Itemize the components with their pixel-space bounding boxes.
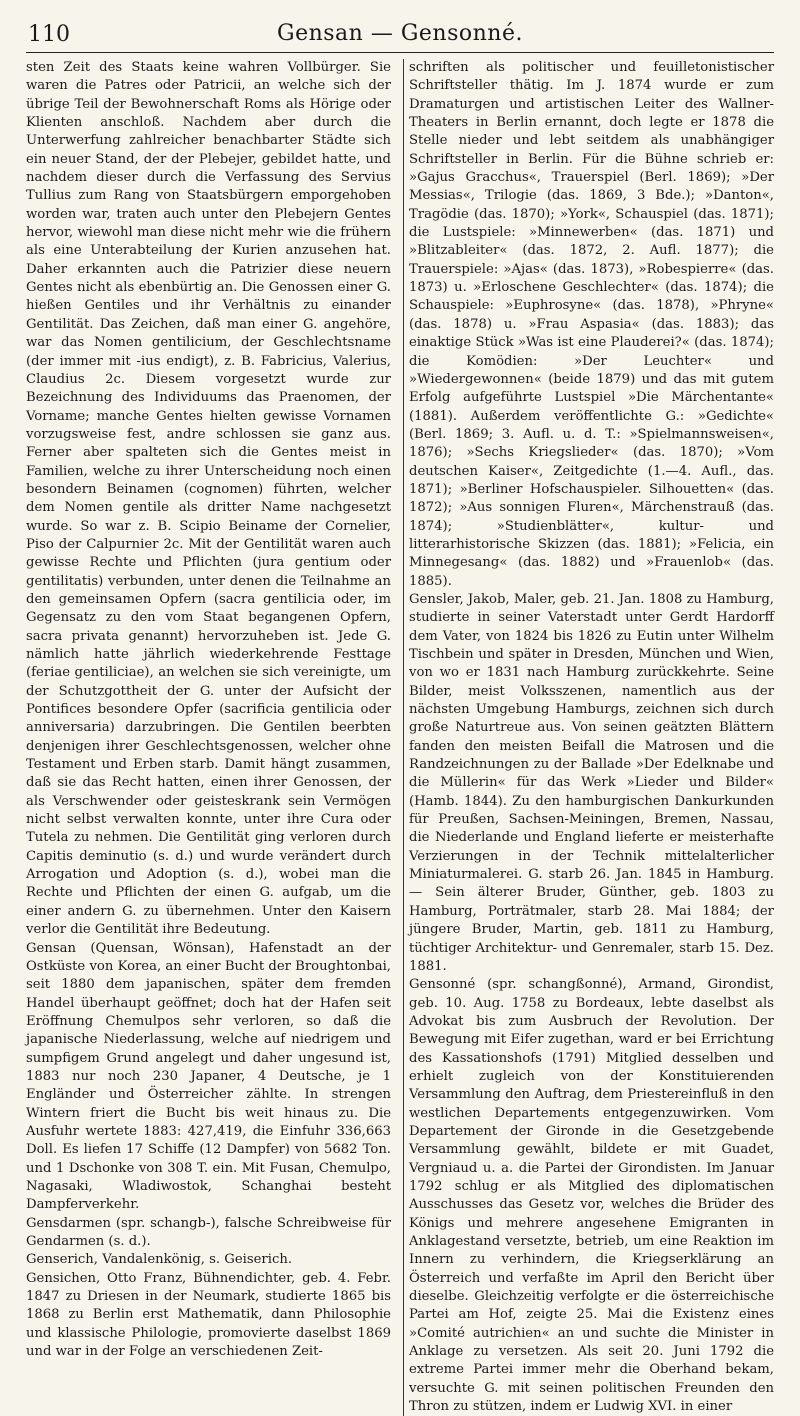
entry-gensler: Gensler, Jakob, Maler, geb. 21. Jan. 1808 zu Hamburg, studierte in seiner Vaterstadt unter Gerdt Hardorff dem Vater, von 1824 bis 1826 zu Eutin unter Wilhelm Tischbein und später in Dresden, München und Wien, von wo er 1831 nach Hamburg zurückkehrte. Seine Bilder, meist Volksszenen, namentlich aus der nächsten Umgebung Hamburgs, zeichnen sich durch große Naturtreue aus. Von seinen geätzten Blättern fanden den meisten Beifall die Matrosen und die Randzeichnungen zu der Ballade »Der Edelknabe und die Müllerin« für das Werk »Lieder und Bilder« (Hamb. 1844). Zu den hamburgischen Dankurkunden für Preußen, Sachsen-Meiningen, Bremen, Nassau, die Niederlande und England lieferte er meisterhafte Verzierungen in der Technik mittelalterlicher Miniaturmalerei. G. starb 26. Jan. 1845 in Hamburg. — Sein älterer Bruder, Günther, geb. 1803 zu Hamburg, Porträtmaler, starb 28. Mai 1884; der jüngere Bruder, Martin, geb. 1811 zu Hamburg, tüchtiger Architektur- und Genremaler, starb 15. Dez. 1881. xyxy=(409,591,774,974)
column-divider xyxy=(403,59,404,1416)
left-column xyxy=(26,59,400,1416)
entry-genserich: Genserich, Vandalenkönig, s. Geiserich. xyxy=(26,1252,293,1268)
entry-gensichen: Gensichen, Otto Franz, Bühnendichter, geb. 4. Febr. 1847 zu Driesen in der Neumark, studierte 1865 bis 1868 zu Berlin erst Mathematik, dann Philosophie und klassische Philologie, promovierte daselbst 1869 und war in der Folge an verschiedenen Zeit- xyxy=(26,1270,391,1360)
entry-gensan: Gensan (Quensan, Wönsan), Hafenstadt an der Ostküste von Korea, an einer Bucht der Broughtonbai, seit 1880 dem japanischen, später dem fremden Handel überhaupt geöffnet; doch hat der Hafen seit Eröffnung Chemulpos sehr verloren, so daß die japanische Niederlassung, welche auf niedrigem und sumpfigem Grund angelegt und daher ungesund ist, 1883 nur noch 230 Japaner, 4 Deutsche, je 1 Engländer und Österreicher zählte. In strengen Wintern friert die Bucht bis weit hinaus zu. Die Ausfuhr wertete 1883: 427,419, die Einfuhr 336,663 Doll. Es liefen 17 Schiffe (12 Dampfer) von 5682 Ton. und 1 Dschonke von 308 T. ein. Mit Fusan, Chemulpo, Nagasaki, Wladiwostok, Schanghai besteht Dampferverkehr. xyxy=(26,940,391,1213)
entry-gensdarmen: Gensdarmen (spr. schangb-), falsche Schreibweise für Gendarmen (s. d.). xyxy=(26,1215,391,1249)
running-head: Gensan — Gensonné. xyxy=(277,21,523,46)
entry-gensonne: Gensonné (spr. schangßonné), Armand, Girondist, geb. 10. Aug. 1758 zu Bordeaux, lebte daselbst als Advokat bis zum Ausbruch der Revolution. Der Bewegung mit Eifer zugethan, ward er bei Errichtung des Kassationshofs (1791) Mitglied desselben und erhielt zugleich von der Konstituierenden Versammlung den Auftrag, dem Priestereinfluß in den westlichen Departements entgegenzuwirken. Vom Departement der Gironde in die Gesetzgebende Versammlung gewählt, bildete er mit Guadet, Vergniaud u. a. die Partei der Girondisten. Im Januar 1792 schlug er als Mitglied des diplomatischen Ausschusses das Gesetz vor, welches die Brüder des Königs und mehrere angesehene Emigranten in Anklagestand versetzte, betrieb, um eine Reaktion im Innern zu verhindern, die Kriegserklärung an Österreich und verfaßte im April den Bericht über dieselbe. Gleichzeitig verfolgte er die österreichische Partei am Hof, zeigte 25. Mai die Existenz eines »Comité autrichien« an und suchte die Minister in Anklage zu versetzen. Als seit 20. Juni 1792 die extreme Partei immer mehr die Oberhand bekam, versuchte G. mit seinen politischen Freunden den Thron zu stützen, indem er Ludwig XVI. in einer xyxy=(409,977,774,1415)
paragraph-gensichen-cont: schriften als politischer und feuilletonistischer Schriftsteller thätig. Im J. 1874 wurde er zum Dramaturgen und artistischen Leiter des Wallner-Theaters in Berlin ernannt, doch legte er 1878 die Stelle nieder und lebt seitdem als unabhängiger Schriftsteller in Berlin. Für die Bühne schrieb er: »Gajus Gracchus«, Trauerspiel (Berl. 1869); »Der Messias«, Trilogie (das. 1869, 3 Bde.); »Danton«, Tragödie (das. 1870); »York«, Schauspiel (das. 1871); die Lustspiele: »Minnewerben« (das. 1871) und »Blitzableiter« (das. 1872, 2. Aufl. 1877); die Trauerspiele: »Ajas« (das. 1873), »Robespierre« (das. 1873) u. »Erloschene Geschlechter« (das. 1874); die Schauspiele: »Euphrosyne« (das. 1878), »Phryne« (das. 1878) u. »Frau Aspasia« (das. 1883); das einaktige Stück »Was ist eine Plauderei?« (das. 1874); die Komödien: »Der Leuchter« und »Wiedergewonnen« (beide 1879) und das mit gutem Erfolg aufgeführte Lustspiel »Die Märchentante« (1881). Außerdem veröffentlichte G.: »Gedichte« (Berl. 1869; 3. Aufl. u. d. T.: »Spielmannsweisen«, 1876); »Sechs Kriegslieder« (das. 1870); »Vom deutschen Kaiser«, Zeitgedichte (1.—4. Aufl., das. 1871); »Berliner Hofschauspieler. Silhouetten« (das. 1872); »Aus sonnigen Fluren«, Märchenstrauß (das. 1874); »Studienblätter«, kultur- und litterarhistorische Skizzen (das. 1881); »Felicia, ein Minnegesang« (das. 1882) und »Frauenlob« (das. 1885). xyxy=(409,60,774,589)
page-header xyxy=(26,18,774,53)
paragraph-gentes: sten Zeit des Staats keine wahren Vollbürger. Sie waren die Patres oder Patricii, an welche sich der übrige Teil der Bewohnerschaft Roms als Hörige oder Klienten anschloß. Nachdem aber durch die Unterwerfung zahlreicher benachbarter Städte sich ein neuer Stand, der der Plebejer, gebildet hatte, und nachdem dieser durch die Verfassung des Servius Tullius zum Rang von Staatsbürgern emporgehoben worden war, traten auch unter den Plebejern Gentes hervor, wiewohl man diese nicht mehr wie die frühern als eine Unterabteilung der Kurien anzusehen hat. Daher erkannten auch die Patrizier diese neuern Gentes nicht als ebenbürtig an. Die Genossen einer G. hießen Gentiles und ihr Verhältnis zu einander Gentilität. Das Zeichen, daß man einer G. angehöre, war das Nomen gentilicium, der Geschlechtsname (der immer mit -ius endigt), z. B. Fabricius, Valerius, Claudius 2c. Diesem vorgesetzt wurde zur Bezeichnung des Individuums das Praenomen, der Vorname; manche Gentes hielten gewisse Vornamen vorzugsweise fest, andre schlossen sie ganz aus. Ferner aber spalteten sich die Gentes meist in Familien, welche zu ihrer Unterscheidung noch einen besondern Beinamen (cognomen) führten, welcher dem Nomen gentile als dritter Name nachgesetzt wurde. So war z. B. Scipio Beiname der Cornelier, Piso der Calpurnier 2c. Mit der Gentilität waren auch gewisse Rechte und Pflichten (jura gentium oder gentilitatis) verbunden, unter denen die Teilnahme an den gemeinsamen Opfern (sacra gentilicia oder, im Gegensatz zu den vom Staat begangenen Opfern, sacra privata genannt) hervorzuheben ist. Jede G. nämlich hatte jährlich wiederkehrende Festtage (feriae gentiliciae), an welchen sie sich vereinigte, um der Schutzgottheit der G. unter der Aufsicht der Pontifices besondere Opfer (sacrificia gentilicia oder anniversaria) darzubringen. Die Gentilen beerbten denjenigen ihrer Geschlechtsgenossen, welcher ohne Testament und Erben starb. Damit hängt zusammen, daß sie das Recht hatten, einen ihrer Genossen, der als Verschwender oder geisteskrank sein Vermögen nicht selbst verwalten konnte, unter ihre Cura oder Tutela zu nehmen. Die Gentilität ging verloren durch Capitis deminutio (s. d.) und wurde verändert durch Arrogation und Adoption (s. d.), wobei man die Rechte und Pflichten der einen G. aufgab, um die einer andern G. zu übernehmen. Unter den Kaisern verlor die Gentilität ihre Bedeutung. xyxy=(26,60,391,938)
text-columns xyxy=(26,59,774,1416)
right-column xyxy=(400,59,774,1416)
page-number: 110 xyxy=(28,22,70,47)
